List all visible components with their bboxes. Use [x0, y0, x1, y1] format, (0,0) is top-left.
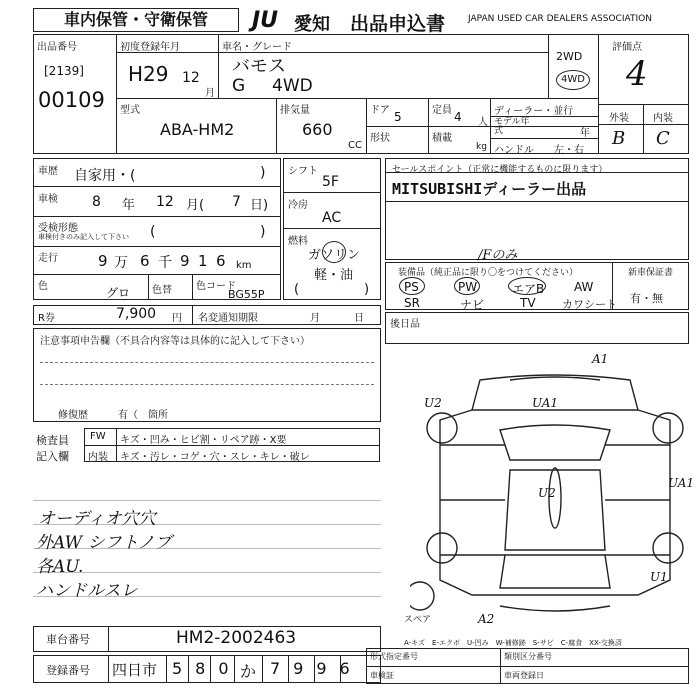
plate-class: 580 [172, 659, 242, 678]
ju-logo: JU [252, 8, 279, 33]
doors-label: ドア [370, 105, 390, 116]
repair-suffix: 箇所 [148, 410, 168, 421]
score-value: 4 [626, 54, 648, 94]
plate-area: 四日市 [112, 661, 158, 679]
shape-label: 形状 [370, 133, 390, 144]
handwritten-note-3: 各AU. [36, 557, 84, 577]
equip-ps-circle [399, 277, 425, 295]
equip-leather: カワシート [562, 298, 617, 311]
plate-kana: か [240, 662, 257, 681]
color-label: 色 [38, 281, 48, 292]
handwritten-note-2: 外AW シフトノブ [36, 533, 172, 553]
association-name: 愛知 [294, 14, 330, 35]
notice-day-unit: 日 [354, 313, 364, 324]
received-label: 受検形態 [38, 223, 78, 234]
repair-label: 修復歴 [58, 410, 88, 421]
score-label: 評価点 [612, 42, 642, 53]
equip-airbag-circle [508, 277, 546, 295]
inspection-label: 車検 [38, 194, 58, 205]
association-english: JAPAN USED CAR DEALERS ASSOCIATION [468, 14, 652, 24]
mark-a1: A1 [592, 352, 609, 366]
fuel-close: ) [364, 282, 370, 297]
capacity-value: 4 [454, 110, 462, 124]
dealer-label: ディーラー・並行 [494, 106, 574, 117]
registration-month-unit: 月 [205, 88, 215, 99]
recycle-value: 7,900 [116, 306, 157, 322]
warranty-value: 有・無 [630, 292, 663, 305]
mileage-tens: 1 [198, 252, 208, 270]
inspection-day: 7 [232, 194, 241, 210]
doors-value: 5 [394, 110, 402, 124]
damage-legend: A-キズ E-エクボ U-凹み W-補修跡 S-サビ C-腐食 XX-交換済 [404, 639, 622, 647]
color-code-label: 色コード [196, 281, 236, 292]
load-unit: kg [476, 142, 487, 152]
aircon-value: AC [322, 210, 342, 226]
after-fit-block [385, 312, 689, 344]
inspector-interior: 内装 [88, 452, 108, 463]
recycle-unit: 円 [172, 313, 182, 324]
mileage-label: 走行 [38, 253, 58, 264]
recycle-label: R券 [38, 313, 55, 324]
first-registration-label: 初度登録年月 [120, 42, 180, 53]
load-label: 積載 [432, 133, 452, 144]
inspector-row1: キズ・凹み・ヒビ割・リペア跡・X要 [120, 435, 287, 446]
registration-year: H29 [128, 62, 169, 86]
equipment-label: 装備品（純正品に限り〇をつけてください） [398, 268, 579, 278]
equip-pw-circle [454, 277, 480, 295]
fuel-open: ( [294, 282, 300, 297]
capacity-unit: 人 [478, 117, 488, 128]
equipment-handwritten: /Fのみ [478, 248, 518, 263]
after-fit-label: 後日品 [390, 319, 420, 330]
mileage-man: 9 [98, 252, 108, 270]
mark-u1: U1 [650, 570, 668, 584]
equip-tv: TV [520, 296, 536, 310]
mark-a2: A2 [478, 612, 495, 626]
lot-label: 出品番号 [37, 42, 77, 53]
model-drive: 4WD [272, 76, 313, 96]
registration-date-label: 車両登録日 [504, 671, 544, 680]
type-value: ABA-HM2 [160, 120, 235, 139]
displacement-label: 排気量 [280, 105, 310, 116]
fuel-options-diesel: 軽・油 [314, 268, 354, 283]
received-close: ) [260, 224, 266, 240]
received-note: 車検付きのみ記入して下さい [38, 233, 129, 241]
fuel-label: 燃料 [288, 236, 308, 247]
equip-airbag: エアB [512, 282, 545, 296]
inspection-year-unit: 年 [122, 198, 136, 213]
model-grade: G [232, 76, 246, 96]
model-name: バモス [232, 56, 286, 77]
notice-label: 名変通知期限 [198, 313, 258, 324]
equip-sr: SR [404, 296, 420, 310]
inspection-month: 12 [156, 194, 174, 210]
storage-sticker: 車内保管・守衛保管 [33, 8, 239, 32]
history-label: 車歴 [38, 166, 58, 177]
selling-points-value: MITSUBISHIディーラー出品 [392, 180, 587, 198]
mileage-man-unit: 万 [114, 255, 128, 271]
shift-value: 5F [322, 174, 339, 190]
mark-ua1-right: UA1 [668, 476, 695, 490]
mark-ua1-top: UA1 [532, 396, 559, 410]
inspection-day-unit: 日) [250, 198, 269, 213]
inspector-row2: キズ・汚レ・コゲ・穴・スレ・キレ・破レ [120, 452, 310, 463]
inspection-cert-label: 車検証 [370, 671, 394, 680]
mark-u2-center: U2 [538, 486, 556, 500]
history-close: ) [260, 165, 266, 181]
repair-value: 有（ [118, 410, 138, 421]
interior-label: 内装 [653, 113, 673, 124]
received-open: ( [150, 224, 156, 240]
color-value: グロ [106, 286, 131, 300]
equip-aw: AW [574, 280, 594, 294]
color-code: BG55P [228, 288, 265, 301]
drive-4wd-circle: 4WD [556, 70, 590, 90]
repaint-label: 色替 [152, 285, 172, 296]
displacement-value: 660 [302, 120, 333, 139]
plate-label: 登録番号 [46, 664, 90, 677]
inspector-label: 検査員 [36, 434, 69, 447]
mileage-ones: 6 [216, 252, 226, 270]
mileage-sen-unit: 千 [158, 255, 172, 271]
exterior-label: 外装 [609, 113, 629, 124]
handwritten-note-4: ハンドルスレ [36, 581, 138, 601]
mileage-unit: km [236, 260, 252, 271]
capacity-label: 定員 [432, 105, 452, 116]
form-title: 出品申込書 [350, 13, 446, 35]
lot-subcode: [2139] [44, 64, 84, 78]
interior-grade: C [656, 128, 670, 149]
chassis-label: 車台番号 [46, 633, 90, 646]
equip-pw: PW [458, 280, 478, 294]
mark-u2-left: U2 [424, 396, 442, 410]
chassis-number: HM2-2002463 [176, 628, 297, 648]
mileage-hundreds: 9 [180, 252, 190, 270]
model-year-label: モデル年式 [494, 117, 530, 136]
equip-ps: PS [404, 280, 419, 294]
equip-navi: ナビ [460, 298, 485, 312]
handle-options: 左・右 [554, 145, 584, 156]
form-number-label: 形式指定番号 [370, 652, 418, 661]
displacement-unit: CC [348, 140, 362, 151]
shift-label: シフト [288, 166, 318, 177]
notice-month-unit: 月 [310, 313, 320, 324]
inspection-year: 8 [92, 194, 101, 210]
handle-label: ハンドル [494, 145, 534, 156]
fuel-options: ガソリン [308, 248, 361, 263]
warranty-label: 新車保証書 [628, 268, 674, 278]
inspector-fw: FW [90, 431, 106, 442]
aircon-label: 冷房 [288, 200, 308, 211]
mileage-sen: 6 [140, 252, 150, 270]
fuel-selected-circle [322, 241, 346, 263]
plate-number: 7996 [270, 659, 363, 678]
exterior-grade: B [612, 128, 626, 149]
inspector-entry-label: 記入欄 [36, 450, 69, 463]
history-value: 自家用・( [74, 168, 136, 184]
registration-month: 12 [182, 70, 200, 86]
model-year-unit: 年 [580, 128, 590, 139]
spare-label: スペア [404, 615, 432, 625]
selling-points-label: セールスポイント（正常に機能するものに限ります） [392, 165, 608, 175]
class-number-label: 類別区分番号 [504, 652, 552, 661]
drive-2wd-label: 2WD [556, 50, 583, 63]
model-label: 車名・グレード [222, 42, 292, 53]
handwritten-note-1: オーディオ穴穴 [38, 509, 156, 529]
type-label: 型式 [120, 105, 140, 116]
notes-label: 注意事項申告欄（不具合内容等は具体的に記入して下さい） [40, 336, 310, 347]
lot-number: 00109 [38, 88, 105, 112]
inspection-month-unit: 月( [186, 198, 205, 213]
